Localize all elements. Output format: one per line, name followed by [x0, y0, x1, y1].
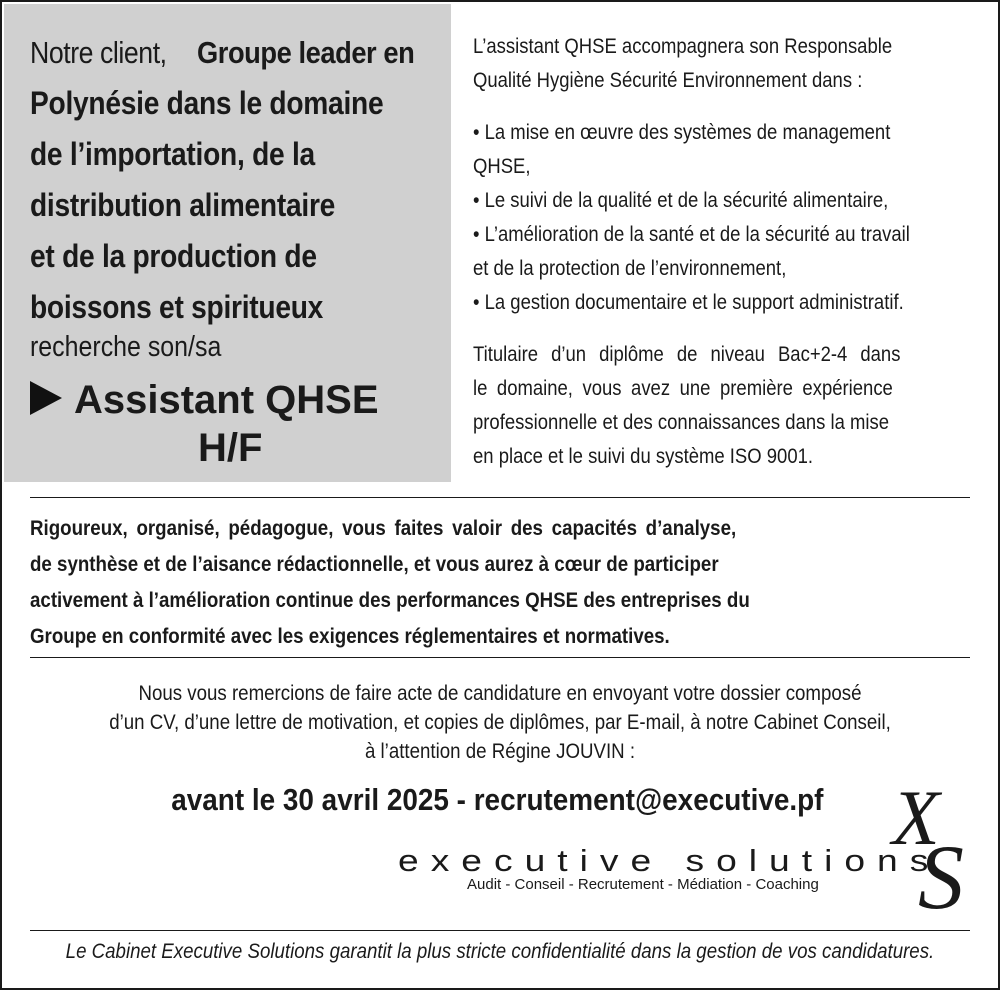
- job-title: Assistant QHSE: [74, 378, 379, 422]
- deadline-line: [0, 782, 1000, 818]
- intro-lead-bold: Groupe leader en: [197, 35, 415, 70]
- application-line: à l’attention de Régine JOUVIN :: [364, 740, 636, 763]
- application-line: Nous vous remercions de faire acte de candidature en envoyant votre dossier composé: [138, 682, 862, 705]
- intro-lead-light: Notre client,: [30, 35, 167, 70]
- divider: [30, 657, 970, 658]
- intro-line: et de la production de: [30, 238, 317, 274]
- divider: [30, 930, 970, 931]
- application-paragraph: [0, 679, 1000, 766]
- xs-logo-x: X: [892, 782, 940, 861]
- confidentiality-footer: [0, 937, 1000, 967]
- intro-block: [30, 28, 450, 367]
- brand-services: Audit - Conseil - Recrutement - Médiation - Coaching: [467, 876, 819, 893]
- deadline-separator: -: [448, 782, 474, 817]
- qualifications-line: le domaine, vous avez une première expérience: [473, 377, 893, 400]
- qualifications-line: Titulaire d’un diplôme de niveau Bac+2-4 dans: [473, 343, 901, 366]
- intro-recherche: recherche son/sa: [30, 331, 222, 363]
- play-arrow-icon: [30, 381, 62, 415]
- mission-bullet-item-cont: et de la protection de l’environnement,: [473, 257, 787, 280]
- mission-bullet-item: • L’amélioration de la santé et de la sécurité au travail: [473, 223, 910, 246]
- xs-logo-s: S: [918, 826, 964, 912]
- profile-line: activement à l’amélioration continue des performances QHSE des entreprises du: [30, 588, 750, 612]
- divider: [30, 497, 970, 498]
- mission-bullet-item: • La mise en œuvre des systèmes de management: [473, 121, 891, 144]
- mission-bullet-item-cont: QHSE,: [473, 155, 531, 178]
- intro-lead-line: [30, 28, 450, 78]
- missions-column: [473, 30, 971, 474]
- missions-intro-line: Qualité Hygiène Sécurité Environnement dans :: [473, 69, 863, 92]
- profile-line: Rigoureux, organisé, pédagogue, vous faites valoir des capacités d’analyse,: [30, 516, 737, 540]
- mission-bullet-item: • Le suivi de la qualité et de la sécurité alimentaire,: [473, 189, 889, 212]
- intro-line: Polynésie dans le domaine: [30, 85, 384, 121]
- profile-line: Groupe en conformité avec les exigences réglementaires et normatives.: [30, 624, 670, 648]
- job-gender: H/F: [198, 426, 263, 470]
- profile-paragraph: [30, 510, 972, 654]
- application-email-link[interactable]: recrutement@executive.pf: [473, 782, 824, 817]
- qualifications-line: professionnelle et des connaissances dans la mise: [473, 411, 890, 434]
- brand-name: executive solutions: [398, 843, 941, 878]
- intro-line: de l’importation, de la: [30, 136, 315, 172]
- deadline-date: avant le 30 avril 2025: [170, 782, 449, 817]
- footer-text: Le Cabinet Executive Solutions garantit la plus stricte confidentialité dans la gestion de vos candidatures.: [65, 940, 935, 963]
- profile-line: de synthèse et de l’aisance rédactionnelle, et vous aurez à cœur de participer: [30, 552, 719, 576]
- missions-intro-line: L’assistant QHSE accompagnera son Responsable: [473, 35, 893, 58]
- qualifications-line: en place et le suivi du système ISO 9001.: [473, 445, 814, 468]
- application-line: d’un CV, d’une lettre de motivation, et copies de diplômes, par E-mail, à notre Cabinet Conseil,: [109, 711, 891, 734]
- mission-bullet-item: • La gestion documentaire et le support administratif.: [473, 291, 904, 314]
- intro-line: boissons et spiritueux: [30, 289, 324, 325]
- intro-line: distribution alimentaire: [30, 187, 336, 223]
